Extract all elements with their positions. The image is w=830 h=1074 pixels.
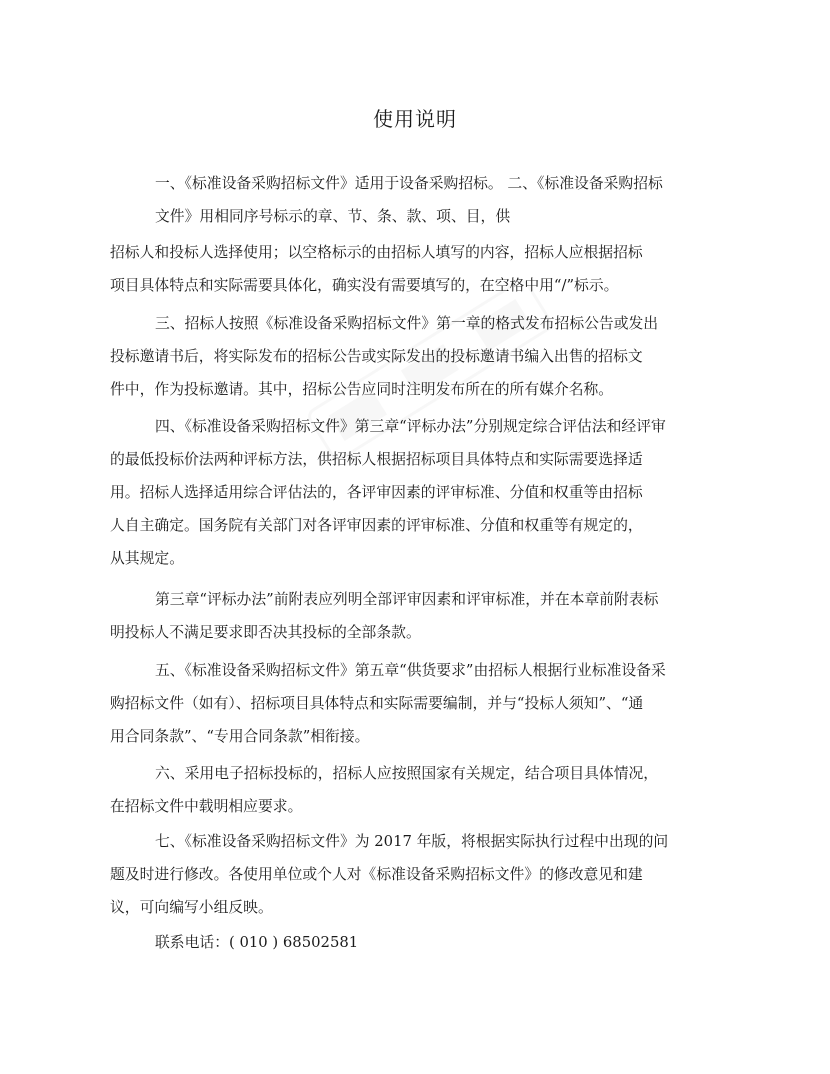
paragraph-line: 文件》用相同序号标示的章、节、条、款、项、目，供 [155, 208, 511, 225]
paragraph-line: 的最低投标价法两种评标方法，供招标人根据招标项目具体特点和实际需要选择适 [110, 451, 643, 468]
paragraph-line: 题及时进行修改。各使用单位或个人对《标准设备采购招标文件》的修改意见和建 [110, 866, 643, 883]
paragraph-line: 在招标文件中载明相应要求。 [110, 798, 303, 815]
paragraph-line: 招标人和投标人选择使用；以空格标示的由招标人填写的内容，招标人应根据招标 [110, 244, 643, 261]
page-title: 使用说明 [373, 107, 457, 131]
paragraph-line: 三、招标人按照《标准设备采购招标文件》第一章的格式发布招标公告或发出 [155, 315, 659, 332]
paragraph-line: 第三章“评标办法”前附表应列明全部评审因素和评审标准，并在本章前附表标 [155, 591, 659, 608]
paragraph-line: 四、《标准设备采购招标文件》第三章“评标办法”分别规定综合评估法和经评审 [155, 418, 666, 435]
paragraph-line: 用合同条款”、“专用合同条款”相衔接。 [110, 728, 370, 745]
contact-phone: 联系电话：( 010 ) 68502581 [155, 934, 359, 951]
paragraph-line: 五、《标准设备采购招标文件》第五章“供货要求”由招标人根据行业标准设备采 [155, 662, 666, 679]
paragraph-line: 投标邀请书后，将实际发布的招标公告或实际发出的投标邀请书编入出售的招标文 [110, 348, 643, 365]
paragraph-line: 六、采用电子招标投标的，招标人应按照国家有关规定，结合项目具体情况， [155, 765, 659, 782]
paragraph-line: 件中，作为投标邀请。其中，招标公告应同时注明发布所在的所有媒介名称。 [110, 381, 614, 398]
paragraph-line: 明投标人不满足要求即否决其投标的全部条款。 [110, 624, 421, 641]
paragraph-line: 一、《标准设备采购招标文件》适用于设备采购招标。 二、《标准设备采购招标 [155, 175, 663, 192]
paragraph-line: 人自主确定。国务院有关部门对各评审因素的评审标准、分值和权重等有规定的， [110, 517, 643, 534]
paragraph-line: 七、《标准设备采购招标文件》为 2017 年版，将根据实际执行过程中出现的问 [155, 833, 669, 850]
paragraph-line: 议，可向编写小组反映。 [110, 899, 273, 916]
paragraph-line: 购招标文件（如有）、招标项目具体特点和实际需要编制，并与“投标人须知”、“通 [110, 695, 644, 712]
paragraph-line: 用。招标人选择适用综合评估法的，各评审因素的评审标准、分值和权重等由招标 [110, 484, 643, 501]
paragraph-line: 从其规定。 [110, 550, 184, 567]
paragraph-line: 项目具体特点和实际需要具体化，确实没有需要填写的，在空格中用“/”标示。 [110, 277, 619, 294]
